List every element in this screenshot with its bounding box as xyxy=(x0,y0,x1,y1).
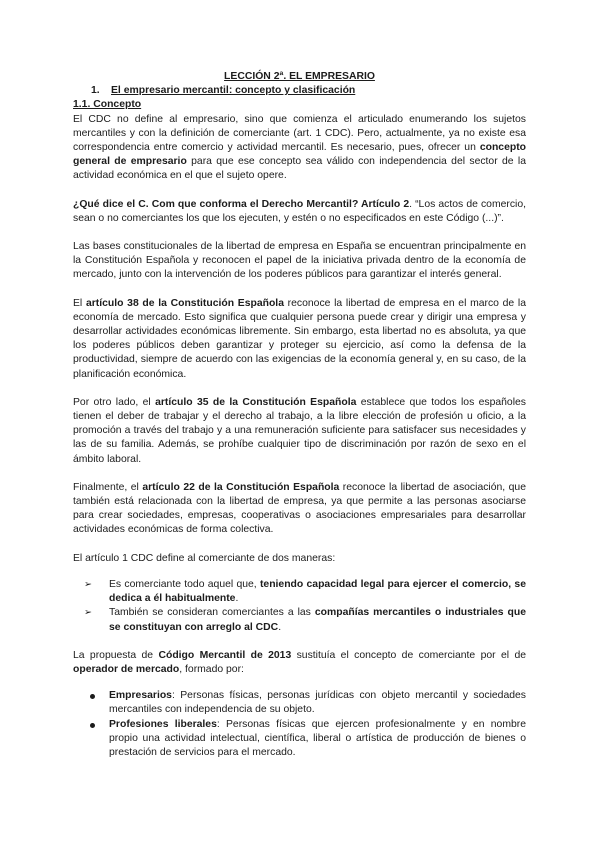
paragraph-article-22 xyxy=(73,481,526,538)
paragraph-cdc-definition xyxy=(73,113,526,184)
comerciante-list xyxy=(73,578,526,635)
bold-text: artículo 35 de la Constitución Española xyxy=(155,396,357,408)
bold-text: concepto general de empresario xyxy=(73,142,526,168)
section-label: El empresario mercantil: concepto y clasificación xyxy=(111,85,356,97)
bold-text: Código Mercantil de 2013 xyxy=(158,649,292,661)
arrow-bullet-icon: ➢ xyxy=(84,607,92,619)
text-run: El xyxy=(73,297,86,309)
text-run: Es comerciante todo aquel que, xyxy=(109,578,260,590)
list-item xyxy=(73,689,526,717)
bold-text: artículo 22 de la Constitución Española xyxy=(142,481,340,493)
paragraph-article-2 xyxy=(73,198,526,226)
arrow-bullet-icon: ➢ xyxy=(84,578,92,590)
text-run: para que ese concepto sea válido con independencia del sector de la actividad económica en el que el sujeto opere. xyxy=(73,156,526,182)
bold-text: artículo 38 de la Constitución Española xyxy=(85,297,284,309)
list-item xyxy=(73,578,526,606)
list-item xyxy=(73,606,526,634)
text-run: Finalmente, el xyxy=(73,481,143,493)
paragraph-article-1: El artículo 1 CDC define al comerciante de dos maneras: xyxy=(73,552,336,564)
document-page xyxy=(73,70,526,760)
text-run: El CDC no define al empresario, sino que comienza el articulado enumerando los sujetos mercantiles y con la definición de comerciante (art. 1 CDC). Pero, actualmente, ya no existe esa correspondencia entre comercio y actividad mercantil. Es necesario, pues, ofrecer un xyxy=(73,113,526,154)
text-run: : Personas físicas que ejercen profesionalmente y en nombre propio una actividad intelectual, científica, liberal o artística de producción de bienes o prestación de servicios para el mercado. xyxy=(109,718,527,758)
bold-text: Profesiones liberales xyxy=(109,718,217,730)
text-run: : Personas físicas, personas jurídicas con objeto mercantil y sociedades mercantiles con independencia de su objeto. xyxy=(109,690,526,716)
disc-bullet-icon xyxy=(90,694,95,699)
section-heading xyxy=(91,84,526,98)
paragraph-article-35 xyxy=(73,396,526,467)
paragraph-article-38 xyxy=(73,297,526,382)
paragraph-constitutional-bases: Las bases constitucionales de la libertad de empresa en España se encuentran principalmente en la Constitución Española y reconocen el papel de la iniciativa privada dentro de la economía de mercado, junto con la intervención de los poderes públicos para garantizar el interés general. xyxy=(73,241,526,281)
text-run: . “Los actos de comercio, sean o no comerciantes los que los ejecuten, y estén o no especificados en este Código (...)”. xyxy=(73,198,527,224)
bold-text: teniendo capacidad legal para ejercer el comercio, se dedica a él habitualmente xyxy=(109,578,526,605)
text-run: Por otro lado, el xyxy=(73,396,156,408)
disc-bullet-icon xyxy=(90,723,95,728)
bold-text: Empresarios xyxy=(109,690,172,702)
text-run: reconoce la libertad de asociación, que también está relacionada con la libertad de empresa, ya que permite a las personas asociarse para crear sociedades, empresas, cooperativas o asociaciones empresariales para desarrollar actividades económicas de forma colectiva. xyxy=(73,481,526,536)
subsection-heading: 1.1. Concepto xyxy=(73,99,142,111)
bold-text: compañías mercantiles o industriales que se constituyan con arreglo al CDC xyxy=(109,607,526,633)
text-run: . xyxy=(278,621,282,633)
lesson-title: LECCIÓN 2ª. EL EMPRESARIO xyxy=(224,71,375,82)
text-run: sustituía el concepto de comerciante por el de xyxy=(291,649,527,661)
bold-text: ¿Qué dice el C. Com que conforma el Derecho Mercantil? Artículo 2 xyxy=(73,198,410,210)
operador-list xyxy=(73,689,526,760)
text-run: . xyxy=(235,593,239,605)
text-run: establece que todos los españoles tienen el deber de trabajar y el derecho al trabajo, a la libre elección de profesión u oficio, a la promoción a través del trabajo y a una remuneración suficiente para satisfacer sus necesidades y las de su familia. Además, se prohíbe cualquier tipo de discriminación por razón de sexo en el ámbito laboral. xyxy=(73,396,526,465)
text-run: También se consideran comerciantes a las xyxy=(109,607,315,619)
text-run: La propuesta de xyxy=(73,649,159,661)
section-number: 1. xyxy=(91,85,100,97)
text-run: , formado por: xyxy=(179,663,244,675)
bold-text: operador de mercado xyxy=(73,663,180,675)
paragraph-codigo-mercantil xyxy=(73,649,526,677)
list-item xyxy=(73,718,526,761)
text-run: reconoce la libertad de empresa en el marco de la economía de mercado. Esto significa que cualquier persona puede crear y dirigir una empresa y desarrollar actividades económicas libremente. Sin embargo, esta libertad no es absoluta, ya que los poderes públicos deben garantizar y proteger su ejercicio, así como la defensa de la productividad, siempre de acuerdo con las exigencias de la economía general y, en su caso, de la planificación económica. xyxy=(73,297,526,380)
